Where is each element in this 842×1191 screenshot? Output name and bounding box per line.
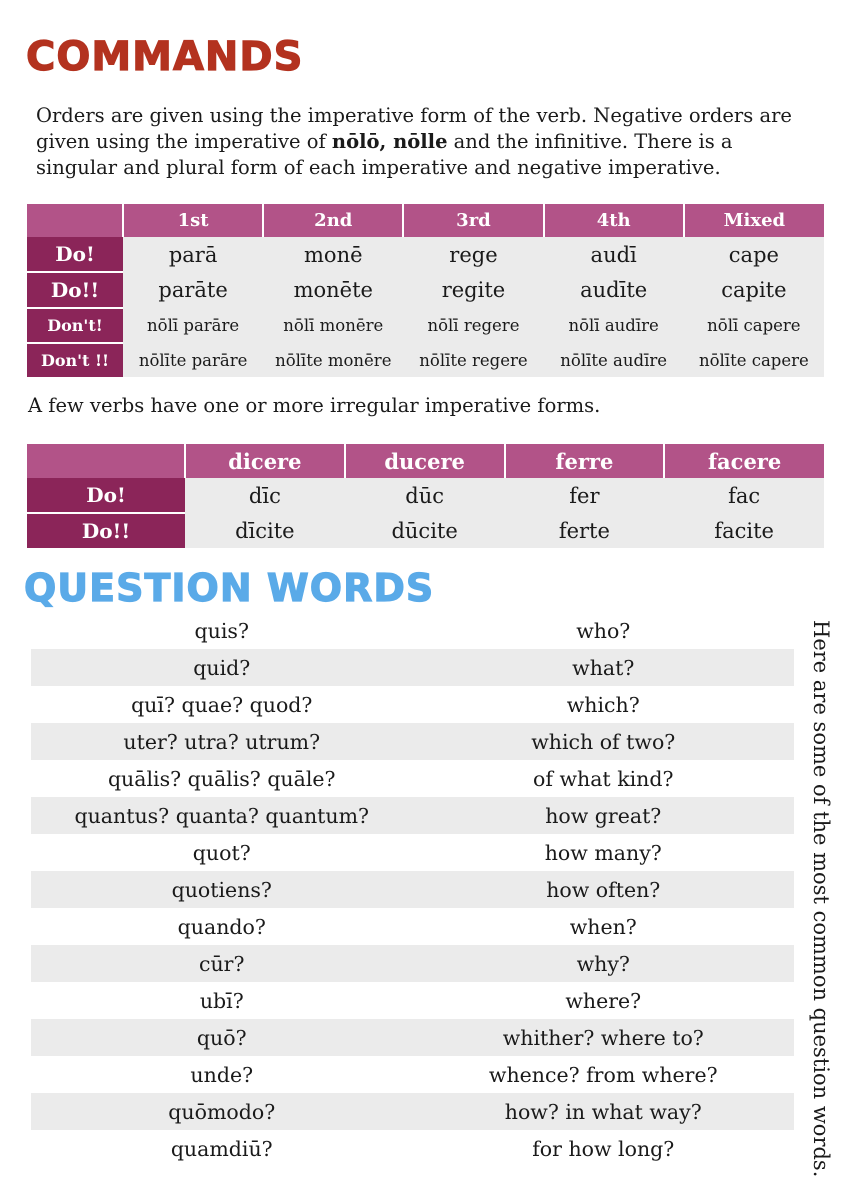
latin-word: quōmodo?: [168, 1099, 276, 1124]
table-cell: audīte: [544, 272, 684, 308]
english-meaning: how great?: [545, 803, 662, 828]
table-cell: dūc: [345, 478, 505, 513]
row-label: Don't !!: [27, 343, 123, 377]
commands-intro: [36, 103, 806, 181]
table-cell: facite: [664, 513, 824, 548]
latin-word: quando?: [177, 914, 266, 939]
irregular-intro: A few verbs have one or more irregular imperative forms.: [28, 394, 601, 417]
english-meaning: how? in what way?: [504, 1099, 702, 1124]
table-cell: nōlīte parāre: [123, 343, 263, 377]
english-meaning: what?: [572, 655, 635, 680]
imperative-header-row: [27, 204, 824, 237]
latin-word: quamdiū?: [170, 1136, 273, 1161]
english-meaning: when?: [569, 914, 637, 939]
english-meaning: whence? from where?: [488, 1062, 718, 1087]
row-label: Do!: [27, 237, 123, 272]
table-cell: cape: [684, 237, 824, 272]
table-cell: regite: [403, 272, 543, 308]
list-item: [31, 649, 794, 686]
question-words-list: [31, 612, 794, 1167]
list-item: [31, 1019, 794, 1056]
list-item: [31, 871, 794, 908]
latin-word: quot?: [192, 840, 251, 865]
latin-word: quantus? quanta? quantum?: [74, 803, 370, 828]
table-row: [27, 478, 824, 513]
table-cell: ferte: [505, 513, 665, 548]
list-item: [31, 760, 794, 797]
latin-word: quō?: [196, 1025, 247, 1050]
table-cell: nōlī audīre: [544, 308, 684, 343]
table-cell: nōlī capere: [684, 308, 824, 343]
list-item: [31, 1130, 794, 1167]
table-cell: audī: [544, 237, 684, 272]
table-cell: capite: [684, 272, 824, 308]
header-corner: [27, 444, 185, 478]
table-row: [27, 272, 824, 308]
list-item: [31, 834, 794, 871]
english-meaning: which of two?: [531, 729, 676, 754]
latin-word: quī? quae? quod?: [131, 692, 313, 717]
table-cell: nōlīte capere: [684, 343, 824, 377]
row-label: Do!: [27, 478, 185, 513]
table-cell: nōlī parāre: [123, 308, 263, 343]
intro-text-1: Orders are given using the imperative form of the verb. Negative orders are given using the imperative of: [36, 104, 792, 153]
table-row: [27, 237, 824, 272]
question-words-title: QUESTION WORDS: [24, 566, 435, 610]
table-cell: parāte: [123, 272, 263, 308]
table-cell: dīc: [185, 478, 345, 513]
table-cell: nōlīte regere: [403, 343, 543, 377]
list-item: [31, 797, 794, 834]
header-3rd: 3rd: [403, 204, 543, 237]
list-item: [31, 686, 794, 723]
header-facere: facere: [664, 444, 824, 478]
header-2nd: 2nd: [263, 204, 403, 237]
intro-text-2: and the infinitive. There is a singular and plural form of each imperative and negative imperative.: [36, 130, 733, 179]
list-item: [31, 612, 794, 649]
english-meaning: how often?: [546, 877, 661, 902]
table-cell: fer: [505, 478, 665, 513]
header-mixed: Mixed: [684, 204, 824, 237]
table-cell: parā: [123, 237, 263, 272]
commands-title: COMMANDS: [26, 34, 304, 80]
latin-word: quālis? quālis? quāle?: [107, 766, 336, 791]
intro-bold-verb: nōlō, nōlle: [331, 130, 448, 153]
table-row: [27, 513, 824, 548]
list-item: [31, 982, 794, 1019]
english-meaning: how many?: [544, 840, 662, 865]
list-item: [31, 945, 794, 982]
header-corner: [27, 204, 123, 237]
table-cell: nōlī monēre: [263, 308, 403, 343]
table-row: [27, 343, 824, 377]
irregular-header-row: [27, 444, 824, 478]
list-item: [31, 908, 794, 945]
latin-word: cūr?: [199, 951, 245, 976]
latin-word: uter? utra? utrum?: [123, 729, 321, 754]
english-meaning: whither? where to?: [502, 1025, 704, 1050]
row-label: Do!!: [27, 272, 123, 308]
english-meaning: which?: [566, 692, 640, 717]
header-4th: 4th: [544, 204, 684, 237]
english-meaning: why?: [576, 951, 630, 976]
latin-word: quis?: [194, 618, 249, 643]
table-row: [27, 308, 824, 343]
list-item: [31, 1093, 794, 1130]
table-cell: fac: [664, 478, 824, 513]
table-cell: nōlīte audīre: [544, 343, 684, 377]
side-note: Here are some of the most common question words.: [809, 620, 833, 1178]
header-ducere: ducere: [345, 444, 505, 478]
table-cell: nōlī regere: [403, 308, 543, 343]
header-dicere: dicere: [185, 444, 345, 478]
list-item: [31, 1056, 794, 1093]
english-meaning: where?: [565, 988, 642, 1013]
table-cell: dūcite: [345, 513, 505, 548]
table-cell: dīcite: [185, 513, 345, 548]
table-cell: nōlīte monēre: [263, 343, 403, 377]
table-cell: monēte: [263, 272, 403, 308]
imperative-table: [27, 204, 824, 377]
latin-word: unde?: [190, 1062, 254, 1087]
row-label: Do!!: [27, 513, 185, 548]
latin-word: quid?: [193, 655, 251, 680]
row-label: Don't!: [27, 308, 123, 343]
header-1st: 1st: [123, 204, 263, 237]
list-item: [31, 723, 794, 760]
english-meaning: who?: [576, 618, 631, 643]
header-ferre: ferre: [505, 444, 665, 478]
english-meaning: for how long?: [532, 1136, 675, 1161]
table-cell: monē: [263, 237, 403, 272]
latin-word: quotiens?: [171, 877, 272, 902]
irregular-table: [27, 444, 824, 548]
table-cell: rege: [403, 237, 543, 272]
latin-word: ubī?: [199, 988, 244, 1013]
english-meaning: of what kind?: [533, 766, 674, 791]
